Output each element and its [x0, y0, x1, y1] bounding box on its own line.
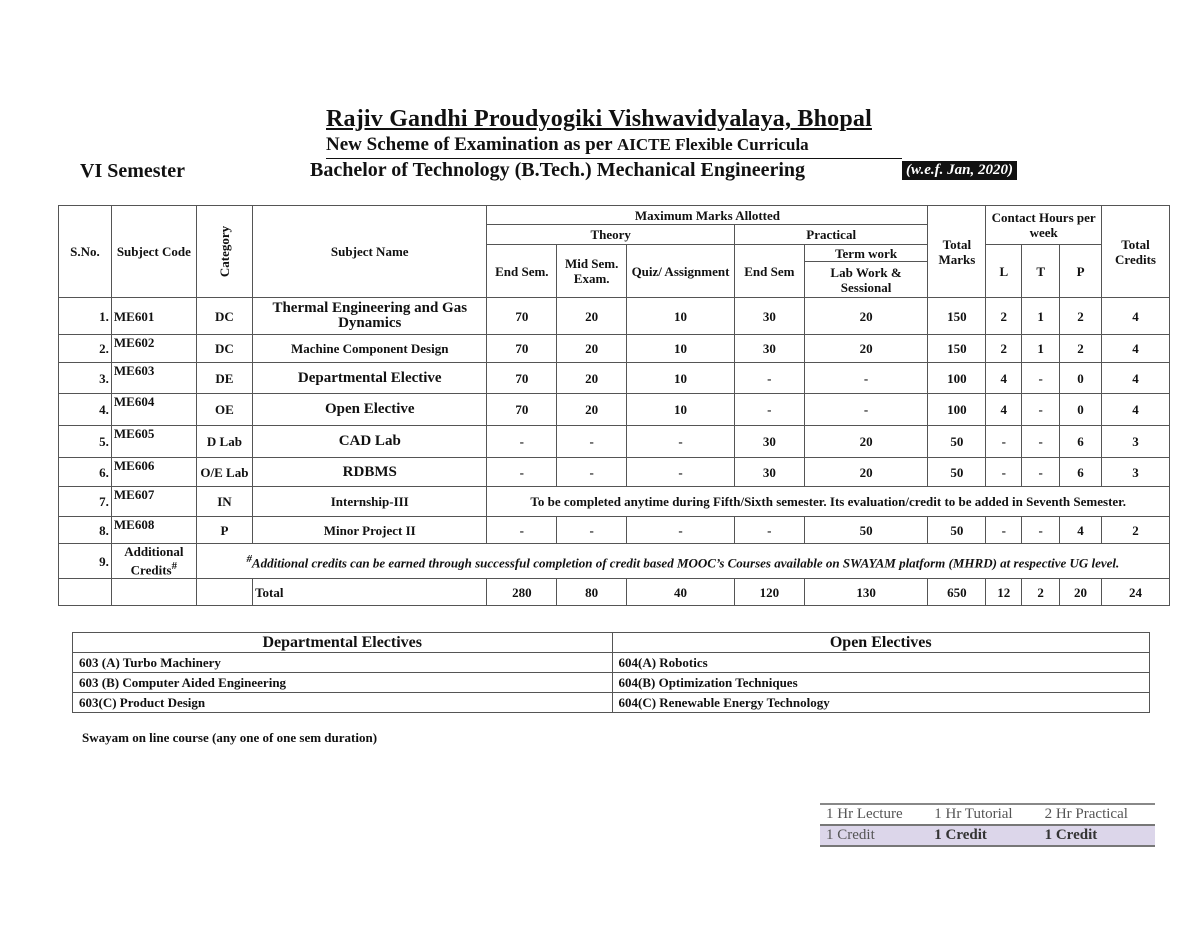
- cell-code: ME604: [111, 394, 196, 426]
- legend-practical-credit: 1 Credit: [1044, 827, 1098, 843]
- cell-mid-sem: 20: [557, 335, 627, 363]
- cell-total-marks: 150: [928, 298, 986, 335]
- cell-subject-name: CAD Lab: [253, 426, 487, 458]
- cell-code: ME605: [111, 426, 196, 458]
- total-term-work: 130: [804, 579, 928, 606]
- header-L: L: [986, 245, 1022, 298]
- cell-P: 6: [1060, 426, 1102, 458]
- cell-L: -: [986, 517, 1022, 544]
- cell-L: 4: [986, 394, 1022, 426]
- open-elective: 604(C) Renewable Energy Technology: [612, 693, 1150, 713]
- cell-mid-sem: -: [557, 517, 627, 544]
- degree-title: Bachelor of Technology (B.Tech.) Mechanical Engineering: [310, 159, 806, 181]
- cell-practical-end: 30: [734, 298, 804, 335]
- cell-empty: [196, 579, 252, 606]
- cell-term-work: 20: [804, 458, 928, 487]
- table-row: [59, 517, 1170, 544]
- cell-end-sem: 70: [487, 363, 557, 394]
- elective-row: [73, 653, 1150, 673]
- semester-label: VI Semester: [80, 160, 185, 182]
- cell-P: 0: [1060, 394, 1102, 426]
- legend-lecture-credit: 1 Credit: [826, 827, 875, 843]
- scheme-table: [58, 205, 1170, 606]
- table-row: [59, 394, 1170, 426]
- cell-T: -: [1022, 458, 1060, 487]
- cell-practical-end: 30: [734, 335, 804, 363]
- cell-end-sem: -: [487, 517, 557, 544]
- total-P: 20: [1060, 579, 1102, 606]
- table-row: [59, 335, 1170, 363]
- cell-end-sem: -: [487, 426, 557, 458]
- cell-total-marks: 50: [928, 426, 986, 458]
- cell-quiz: 10: [627, 335, 735, 363]
- cell-mid-sem: -: [557, 458, 627, 487]
- cell-quiz: -: [627, 426, 735, 458]
- cell-category: OE: [196, 394, 252, 426]
- cell-mid-sem: 20: [557, 298, 627, 335]
- cell-code: ME603: [111, 363, 196, 394]
- scheme-title: [326, 134, 809, 156]
- cell-subject-name: Open Elective: [253, 394, 487, 426]
- header-max-marks: Maximum Marks Allotted: [487, 206, 928, 225]
- cell-code: ME608: [111, 517, 196, 544]
- cell-T: -: [1022, 517, 1060, 544]
- cell-term-work: 50: [804, 517, 928, 544]
- cell-term-work: 20: [804, 335, 928, 363]
- cell-T: -: [1022, 363, 1060, 394]
- cell-sno: 6.: [59, 458, 112, 487]
- total-L: 12: [986, 579, 1022, 606]
- mooc-note: [196, 544, 1169, 579]
- footnote-mark: #: [171, 560, 178, 573]
- open-elective: 604(B) Optimization Techniques: [612, 673, 1150, 693]
- cell-quiz: -: [627, 458, 735, 487]
- table-row: [59, 426, 1170, 458]
- cell-quiz: -: [627, 517, 735, 544]
- cell-T: -: [1022, 394, 1060, 426]
- wef-badge: (w.e.f. Jan, 2020): [902, 161, 1017, 180]
- table-row: [59, 544, 1170, 579]
- total-label: Total: [253, 579, 487, 606]
- cell-mid-sem: 20: [557, 363, 627, 394]
- dept-electives-header: Departmental Electives: [73, 633, 613, 653]
- internship-note: To be completed anytime during Fifth/Sixth semester. Its evaluation/credit to be added in Seventh Semester.: [487, 487, 1170, 517]
- header-total-marks: Total Marks: [928, 206, 986, 298]
- total-mid-sem: 80: [557, 579, 627, 606]
- cell-credits: 4: [1102, 298, 1170, 335]
- cell-P: 6: [1060, 458, 1102, 487]
- header-P: P: [1060, 245, 1102, 298]
- cell-practical-end: 30: [734, 426, 804, 458]
- header-contact-hours: Contact Hours per week: [986, 206, 1102, 245]
- header-lab-work: Lab Work & Sessional: [804, 262, 928, 298]
- mooc-note-text: Additional credits can be earned through successful completion of credit based MOOC’s Courses available on SWAYAM platform (MHRD) at respective UG level.: [251, 555, 1120, 571]
- dept-elective: 603 (A) Turbo Machinery: [73, 653, 613, 673]
- cell-P: 4: [1060, 517, 1102, 544]
- total-T: 2: [1022, 579, 1060, 606]
- total-marks: 650: [928, 579, 986, 606]
- cell-category: D Lab: [196, 426, 252, 458]
- cell-total-marks: 150: [928, 335, 986, 363]
- cell-code: [111, 544, 196, 579]
- cell-mid-sem: -: [557, 426, 627, 458]
- header-end-sem: End Sem.: [487, 245, 557, 298]
- scheme-prefix: New Scheme of Examination as per: [326, 134, 617, 155]
- header-mid-sem: Mid Sem. Exam.: [557, 245, 627, 298]
- cell-subject-name: Minor Project II: [253, 517, 487, 544]
- header-subject-name: Subject Name: [253, 206, 487, 298]
- dept-elective: 603 (B) Computer Aided Engineering: [73, 673, 613, 693]
- cell-subject-name: Departmental Elective: [253, 363, 487, 394]
- cell-sno: 9.: [59, 544, 112, 579]
- cell-subject-name: Internship-III: [253, 487, 487, 517]
- cell-L: 2: [986, 335, 1022, 363]
- header-total-credits: Total Credits: [1102, 206, 1170, 298]
- cell-practical-end: -: [734, 363, 804, 394]
- cell-total-marks: 100: [928, 394, 986, 426]
- elective-row: [73, 693, 1150, 713]
- header-term-work: Term work: [804, 245, 928, 262]
- header-practical: Practical: [734, 225, 928, 245]
- cell-term-work: -: [804, 363, 928, 394]
- cell-practical-end: -: [734, 517, 804, 544]
- table-row: [59, 487, 1170, 517]
- cell-code: ME607: [111, 487, 196, 517]
- elective-row: [73, 673, 1150, 693]
- cell-quiz: 10: [627, 363, 735, 394]
- cell-subject-name: Machine Component Design: [253, 335, 487, 363]
- header-sno: S.No.: [59, 206, 112, 298]
- legend-tutorial-credit: 1 Credit: [934, 827, 987, 843]
- total-end-sem: 280: [487, 579, 557, 606]
- electives-table: [72, 632, 1150, 713]
- cell-category: O/E Lab: [196, 458, 252, 487]
- header-category: [196, 206, 252, 298]
- table-row: [59, 458, 1170, 487]
- total-credits: 24: [1102, 579, 1170, 606]
- dept-elective: 603(C) Product Design: [73, 693, 613, 713]
- cell-term-work: -: [804, 394, 928, 426]
- cell-credits: 3: [1102, 458, 1170, 487]
- cell-sno: 1.: [59, 298, 112, 335]
- cell-subject-name: Thermal Engineering and Gas Dynamics: [253, 298, 487, 335]
- cell-term-work: 20: [804, 426, 928, 458]
- cell-L: 2: [986, 298, 1022, 335]
- header-theory: Theory: [487, 225, 734, 245]
- cell-empty: [111, 579, 196, 606]
- cell-end-sem: 70: [487, 394, 557, 426]
- cell-credits: 4: [1102, 363, 1170, 394]
- cell-empty: [59, 579, 112, 606]
- open-elective: 604(A) Robotics: [612, 653, 1150, 673]
- table-row: [59, 363, 1170, 394]
- credit-legend: [820, 803, 1155, 847]
- cell-L: -: [986, 458, 1022, 487]
- legend-lecture: 1 Hr Lecture: [826, 806, 903, 822]
- footnote-mark: #: [246, 552, 252, 565]
- cell-credits: 4: [1102, 394, 1170, 426]
- cell-total-marks: 100: [928, 363, 986, 394]
- cell-T: 1: [1022, 298, 1060, 335]
- header-quiz: Quiz/ Assignment: [627, 245, 735, 298]
- cell-term-work: 20: [804, 298, 928, 335]
- cell-end-sem: 70: [487, 298, 557, 335]
- total-quiz: 40: [627, 579, 735, 606]
- cell-sno: 8.: [59, 517, 112, 544]
- cell-P: 0: [1060, 363, 1102, 394]
- cell-L: -: [986, 426, 1022, 458]
- cell-total-marks: 50: [928, 458, 986, 487]
- cell-code: ME606: [111, 458, 196, 487]
- open-electives-header: Open Electives: [612, 633, 1150, 653]
- header-practical-end-sem: End Sem: [734, 245, 804, 298]
- university-title: Rajiv Gandhi Proudyogiki Vishwavidyalaya, Bhopal: [326, 106, 872, 132]
- cell-practical-end: 30: [734, 458, 804, 487]
- table-row: [59, 298, 1170, 335]
- cell-category: IN: [196, 487, 252, 517]
- cell-mid-sem: 20: [557, 394, 627, 426]
- cell-code: ME601: [111, 298, 196, 335]
- header-category-label: Category: [216, 225, 232, 278]
- cell-end-sem: -: [487, 458, 557, 487]
- additional-credits-label: Additional Credits: [124, 544, 184, 578]
- cell-total-marks: 50: [928, 517, 986, 544]
- cell-T: 1: [1022, 335, 1060, 363]
- cell-code: ME602: [111, 335, 196, 363]
- cell-credits: 2: [1102, 517, 1170, 544]
- cell-P: 2: [1060, 335, 1102, 363]
- cell-sno: 4.: [59, 394, 112, 426]
- cell-practical-end: -: [734, 394, 804, 426]
- legend-tutorial: 1 Hr Tutorial: [934, 806, 1013, 822]
- header-T: T: [1022, 245, 1060, 298]
- cell-quiz: 10: [627, 394, 735, 426]
- legend-credits-row: [820, 825, 1155, 846]
- legend-hours-row: [820, 804, 1155, 825]
- swayam-note: Swayam on line course (any one of one sem duration): [82, 730, 378, 745]
- cell-sno: 2.: [59, 335, 112, 363]
- cell-category: DC: [196, 298, 252, 335]
- cell-P: 2: [1060, 298, 1102, 335]
- cell-category: P: [196, 517, 252, 544]
- cell-category: DE: [196, 363, 252, 394]
- total-row: [59, 579, 1170, 606]
- header-code: Subject Code: [111, 206, 196, 298]
- cell-L: 4: [986, 363, 1022, 394]
- cell-end-sem: 70: [487, 335, 557, 363]
- cell-sno: 5.: [59, 426, 112, 458]
- cell-sno: 3.: [59, 363, 112, 394]
- cell-T: -: [1022, 426, 1060, 458]
- scheme-suffix: AICTE Flexible Curricula: [616, 135, 809, 154]
- total-practical-end: 120: [734, 579, 804, 606]
- cell-credits: 4: [1102, 335, 1170, 363]
- cell-category: DC: [196, 335, 252, 363]
- cell-quiz: 10: [627, 298, 735, 335]
- cell-credits: 3: [1102, 426, 1170, 458]
- cell-sno: 7.: [59, 487, 112, 517]
- legend-practical: 2 Hr Practical: [1044, 806, 1128, 822]
- cell-subject-name: RDBMS: [253, 458, 487, 487]
